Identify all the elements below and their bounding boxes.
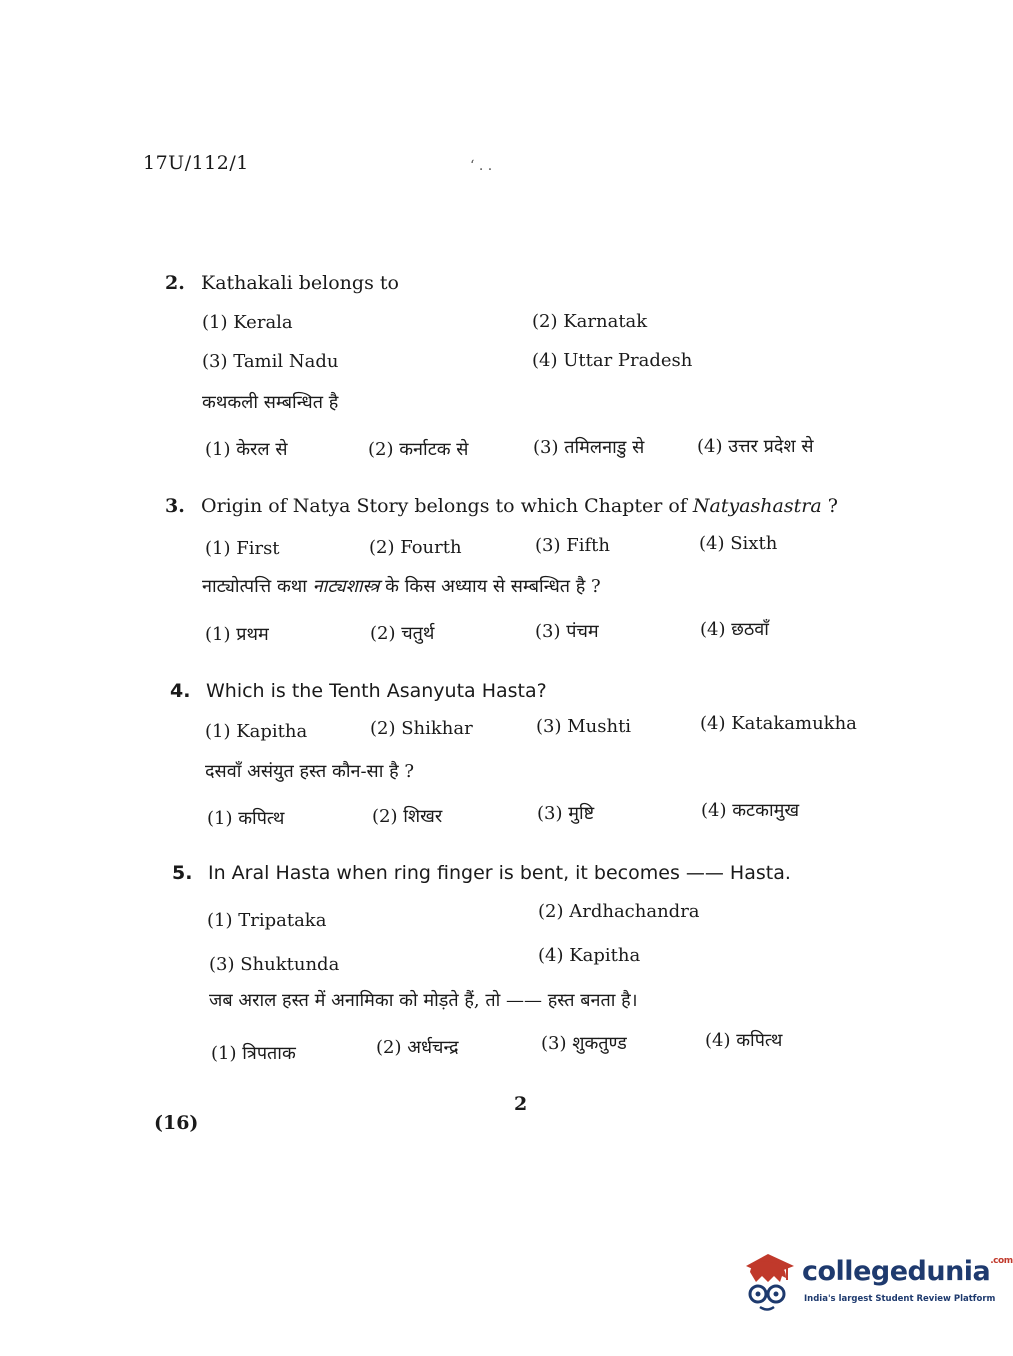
brand-tagline: India's largest Student Review Platform bbox=[804, 1294, 996, 1304]
option-1: (1) Tripataka bbox=[207, 910, 327, 931]
hindi-option-1: (1) त्रिपताक bbox=[211, 1043, 296, 1064]
question-number: 3. bbox=[165, 495, 185, 517]
option-4: (4) Kapitha bbox=[538, 945, 641, 966]
hindi-option-2: (2) चतुर्थ bbox=[370, 623, 435, 644]
option-2: (2) Shikhar bbox=[370, 718, 473, 739]
collegedunia-logo[interactable] bbox=[740, 1250, 1013, 1320]
hindi-option-1: (1) प्रथम bbox=[205, 624, 269, 645]
question-4 bbox=[170, 680, 547, 702]
hindi-text: नाट्योत्पत्ति कथा bbox=[202, 576, 313, 597]
paper-code: 17U/112/1 bbox=[143, 152, 249, 174]
question-text-hindi: कथकली सम्बन्धित है bbox=[202, 392, 339, 413]
option-1: (1) First bbox=[205, 538, 280, 559]
hindi-option-4: (4) उत्तर प्रदेश से bbox=[697, 436, 814, 457]
page-number: 2 bbox=[514, 1093, 528, 1115]
option-4: (4) Katakamukha bbox=[700, 713, 857, 734]
hindi-option-2: (2) शिखर bbox=[372, 806, 443, 827]
option-3: (3) Mushti bbox=[536, 716, 632, 737]
hindi-option-3: (3) मुष्टि bbox=[537, 803, 595, 824]
option-3: (3) Fifth bbox=[535, 535, 610, 556]
option-2: (2) Ardhachandra bbox=[538, 901, 700, 922]
question-text: Kathakali belongs to bbox=[201, 272, 399, 294]
question-text-italic: Natyashastra bbox=[692, 495, 822, 517]
hindi-option-3: (3) पंचम bbox=[535, 621, 599, 642]
scan-marks: ‘ . . bbox=[470, 158, 493, 174]
option-3: (3) Tamil Nadu bbox=[202, 351, 339, 372]
page-count: (16) bbox=[154, 1112, 199, 1134]
hindi-text-end: के किस अध्याय से सम्बन्धित है ? bbox=[379, 576, 601, 597]
question-2 bbox=[165, 272, 399, 294]
brand-name: collegedunia$^{.com}$ bbox=[802, 1256, 1013, 1287]
question-5 bbox=[172, 862, 791, 884]
option-4: (4) Uttar Pradesh bbox=[532, 350, 693, 371]
hindi-option-3: (3) शुकतुण्ड bbox=[541, 1033, 627, 1054]
question-text-hindi bbox=[202, 574, 601, 598]
hindi-option-4: (4) छठवाँ bbox=[700, 619, 769, 640]
mascot-icon bbox=[740, 1252, 798, 1314]
option-2: (2) Karnatak bbox=[532, 311, 648, 332]
hindi-option-1: (1) केरल से bbox=[205, 439, 288, 460]
question-text-hindi: जब अराल हस्त में अनामिका को मोड़ते हैं, तो —— हस्त बनता है। bbox=[209, 990, 638, 1011]
question-number: 2. bbox=[165, 272, 185, 294]
question-number: 4. bbox=[170, 680, 191, 702]
option-1: (1) Kerala bbox=[202, 312, 293, 333]
hindi-text-italic: नाट्यशास्त्र bbox=[312, 576, 380, 597]
question-text-end: ? bbox=[821, 495, 838, 517]
option-1: (1) Kapitha bbox=[205, 721, 308, 742]
question-text: Which is the Tenth Asanyuta Hasta? bbox=[206, 680, 547, 702]
question-3 bbox=[165, 495, 838, 517]
hindi-option-3: (3) तमिलनाडु से bbox=[533, 437, 645, 458]
hindi-option-1: (1) कपित्थ bbox=[207, 808, 285, 829]
option-2: (2) Fourth bbox=[369, 537, 462, 558]
brand-suffix: .com bbox=[990, 1256, 1013, 1266]
question-text: In Aral Hasta when ring finger is bent, it becomes —— Hasta. bbox=[208, 862, 791, 884]
option-4: (4) Sixth bbox=[699, 533, 778, 554]
hindi-option-2: (2) अर्धचन्द्र bbox=[376, 1037, 459, 1058]
hindi-option-4: (4) कटकामुख bbox=[701, 800, 800, 821]
option-3: (3) Shuktunda bbox=[209, 954, 340, 975]
hindi-option-2: (2) कर्नाटक से bbox=[368, 439, 469, 460]
hindi-option-4: (4) कपित्थ bbox=[705, 1030, 783, 1051]
question-text-hindi: दसवाँ असंयुत हस्त कौन-सा है ? bbox=[205, 761, 415, 782]
question-text: Origin of Natya Story belongs to which Chapter of bbox=[201, 495, 693, 517]
question-number: 5. bbox=[172, 862, 193, 884]
